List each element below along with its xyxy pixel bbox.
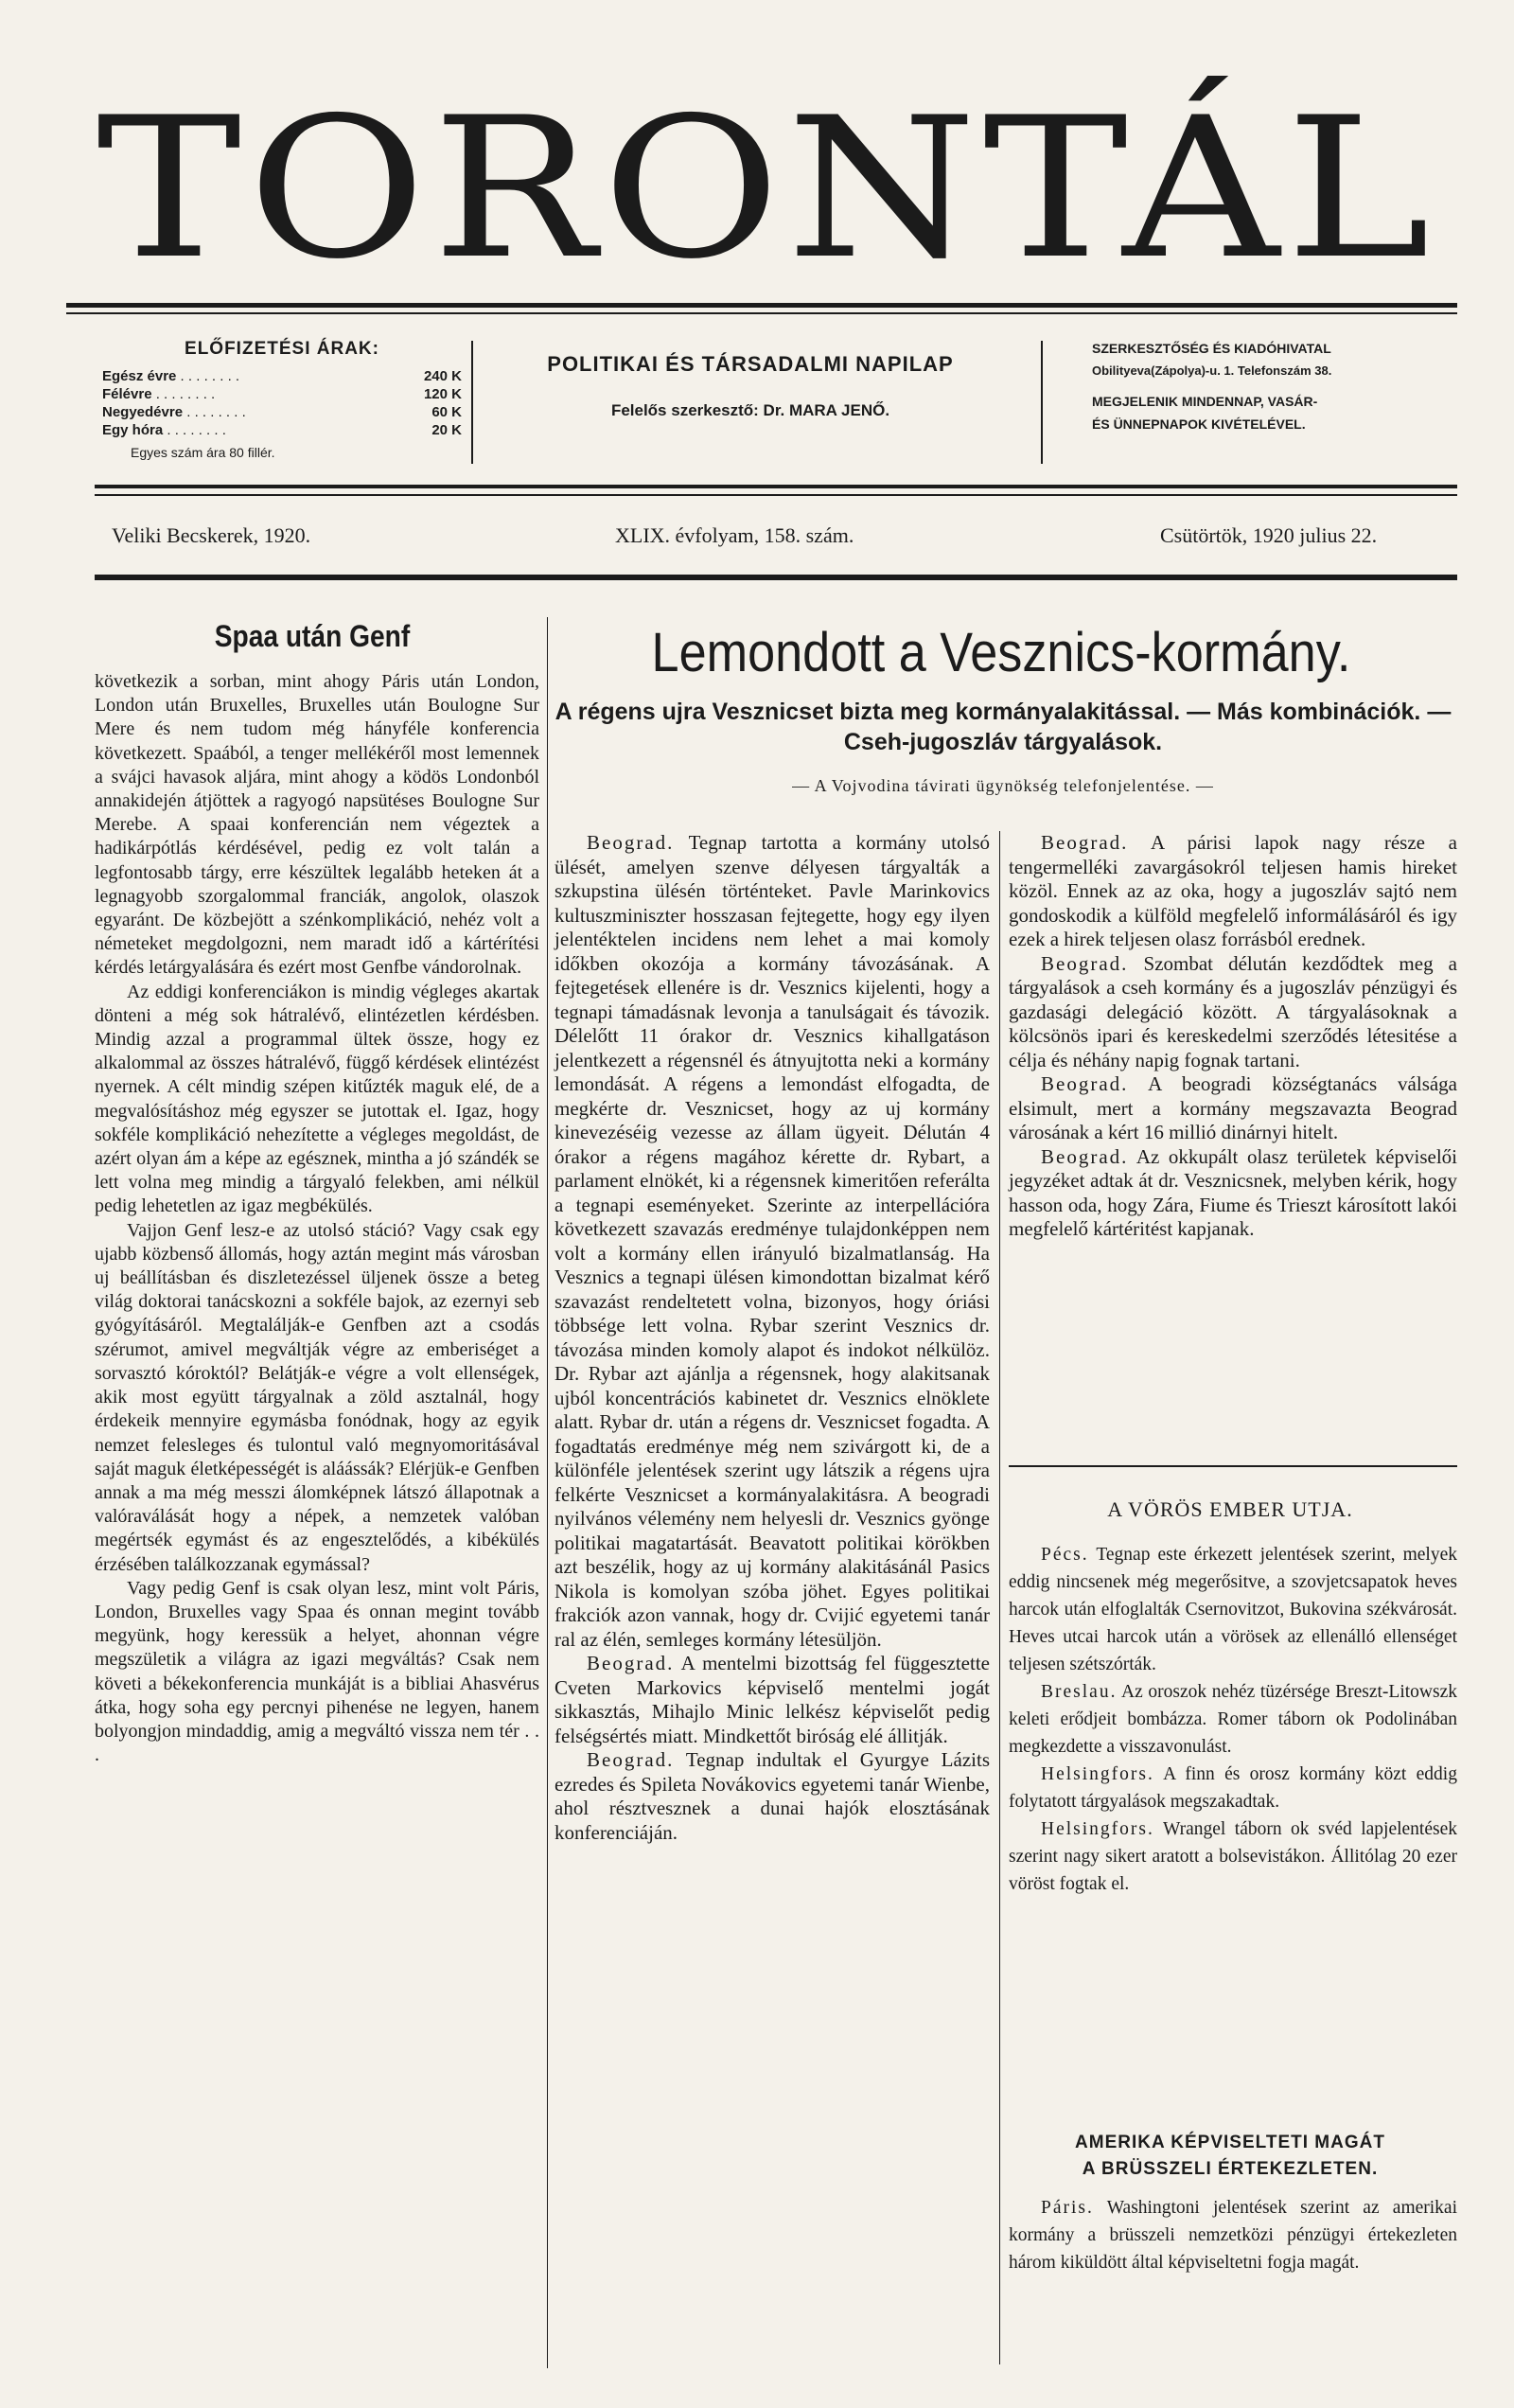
red-army-body bbox=[1009, 1541, 1457, 1898]
paragraph: Beograd. A párisi lapok nagy része a tengermelléki zavargásokról teljesen hamis hireket közöl. Ennek az az oka, hogy a jugoszláv sajtó nem gondoskodik a külföld megfelelő informálásáról és igy ezek a hirek teljesen olasz forrásból erednek. bbox=[1009, 831, 1458, 950]
left-article-title: Spaa után Genf bbox=[214, 619, 411, 653]
paragraph: Beograd. Tegnap indultak el Gyurgye Lázits ezredes és Spileta Novákovics egyetemi tanár Wienbe, ahol résztvesznek a dunai hajók elosztásának konferenciáján. bbox=[555, 1748, 990, 1844]
paragraph: Beograd. Az okkupált olasz területek képviselői jegyzéket adtak át dr. Vesznicsnek, melyben kérik, hogy hasson oda, hogy Zára, Fiume és Trieszt károsított lakói megfelelő kártéritést kapjanak. bbox=[1009, 1144, 1458, 1240]
main-article-col-2 bbox=[1009, 831, 1457, 1242]
paragraph: Vagy pedig Genf is csak olyan lesz, mint volt Páris, London, Bruxelles vagy Spaa és onnan megint tovább megyünk, hogy keressük a helyet, ahonnan végre megszületik a világra az igazi megváltás? Csak nem követi a békekonferencia munkáját is a bibliai Ahasvérus átka, hogy soha egy percnyi pihenése ne legyen, hanem bolyongjon mindaddig, amig a megváltó vissza nem tér . . . bbox=[95, 1577, 539, 1766]
editorial-info bbox=[1092, 337, 1452, 435]
paragraph: következik a sorban, mint ahogy Páris után London, London után Bruxelles, Bruxelles után Boulogne Sur Mere és nem tudom még hányféle konferencia következett. Spaából, a tenger mellékéről most lemennek a svájci havasok aljára, mint ahogy a ködös Londonból annakidején átjöttek a ragyogó napsütéses Boulogne Sur Merebe. A spaai konferencián nem végeztek a hadikárpótlás kérdésével, pedig ez volt talán a legfontosabb tárgy, erre készültek legalább heteken át a legnagyobb szorgalommal franciák, angolok, olaszok egyaránt. De közbejött a szénkomplikáció, nehéz volt a németeket megdolgozni, nem maradt idő a kártérítési kérdés letárgyalására és ezért most Genfbe vándorolnak. bbox=[95, 671, 539, 979]
paper-type: POLITIKAI ÉS TÁRSADALMI NAPILAP bbox=[547, 352, 954, 376]
main-article-title: Lemondott a Vesznics-kormány. bbox=[651, 622, 1351, 683]
paragraph: Beograd. A mentelmi bizottság fel függesztette Cveten Markovics képviselő mentelmi jogát sikkasztás, Mihajlo Minic lelkész képviselőt pedig felségsértés miatt. Mindkettőt biróság elé állitják. bbox=[555, 1652, 990, 1747]
price-row: Egész évre . . . 240 K bbox=[102, 367, 462, 385]
header-rule bbox=[95, 485, 1457, 488]
agency-line: — A Vojvodina távirati ügynökség telefonjelentése. — bbox=[792, 776, 1214, 795]
paragraph: Helsingfors. Wrangel táborn ok svéd lapjelentések szerint nagy sikert aratott a bolsevistákon. Állitólag 20 ezer vöröst fogtak el. bbox=[1009, 1819, 1457, 1894]
dateline-issue: XLIX. évfolyam, 158. szám. bbox=[615, 523, 854, 547]
header-divider bbox=[1041, 341, 1043, 464]
paragraph: Az eddigi konferenciákon is mindig végleges akartak dönteni a még sok hátralévő, elintézetlen kérdésben. Mindig azzal a programmal ültek össze, hogy ez alkalommal az összes hátralévő, függő kérdések elintézést nyernek. A célt mindig szépen kitűzték maguk elé, de a megvalósításhoz még egyszer se jutottak el. Igaz, hogy sokféle komplikáció nehezítette a végleges megoldást, de azért olyan ám a képe az egésznek, mintha a jó szándék se lett volna meg mindig a tárgyaló felekben, ami nélkül pedig lehetetlen az igaz megbékülés. bbox=[95, 981, 539, 1217]
column-divider bbox=[999, 831, 1000, 2364]
paragraph: Beograd. Tegnap tartotta a kormány utolsó ülését, amelyen szenve délyesen tárgyalták a szkupstina ülésén történteket. Pavle Marinkovics kultuszminiszter hosszasan fejtegette, hogy egy ilyen jelentéktelen incidens nem lehet a mai komoly időkben okozója a kormány távozásának. A fejtegetések ellenére is dr. Vesznics kijelenti, hogy a tegnapi támadásnak levonja a tanulságait és távozik. Délelőtt 11 órakor dr. Vesznics kihallgatáson jelentkezett a régensnél és átnyujtotta neki a kormány lemondását. A régens a lemondást elfogadta, de megkérte dr. Vesznicset, hogy az uj kormány kinevezéséig vezesse az állam ügyeit. Délután 4 órakor a régens magához kérette dr. Rybart, a parlament elnökét, ki a régensnek kimeritően referálta a tegnapi eseményeket. Szerinte az interpellációra következett szavazás eredménye tulajdonképpen nem volt a kormány ellen irányuló bizalmatlanság. Ha Vesznics a tegnapi ülésen kimondottan bizalmat kérő szavazást rendeltetett volna, bizonyos, hogy óriási többsége lett volna. Rybar szerint Vesznics dr. távozása minden komoly alapot és indokot nélkülöz. Dr. Rybar azt ajánlja a régensnek, hogy alakitsanak ujból koncentrációs kabinetet dr. Vesznics elnöklete alatt. Rybar dr. után a régens dr. Vesznicset fogadta. A fogadtatás eredménye még nem szivárgott ki, de a különféle jelentések szerint ugy látszik a régens ujra felkérte Vesznicset a kormányalakitásra. A beogradi nyilvános vélemény nem helyesli dr. Vesznics gyönge politikai magatartását. Beavatott politikai körökben azt beszélik, hogy az uj kormány alakitásánál Pasics Nikola is komolyan szóba jöhet. Egyes politikai frakciók azon vannak, hogy dr. Cvijić egyetemi tanár ral az élén, semleges kormány létesüljön. bbox=[555, 831, 990, 1651]
left-article-body bbox=[95, 670, 539, 1767]
paragraph: Helsingfors. A finn és orosz kormány közt eddig folytatott tárgyalások megszakadtak. bbox=[1009, 1764, 1457, 1812]
section-rule bbox=[1009, 1465, 1457, 1467]
paper-info bbox=[481, 352, 1020, 420]
america-title: AMERIKA KÉPVISELTETI MAGÁT A BRÜSSZELI ÉRTEKEZLETEN. bbox=[1075, 2133, 1385, 2179]
header-rule bbox=[95, 494, 1457, 496]
dateline-rule bbox=[95, 575, 1457, 580]
dateline-place: Veliki Becskerek, 1920. bbox=[112, 523, 311, 547]
red-army-title: A VÖRÖS EMBER UTJA. bbox=[1107, 1497, 1353, 1521]
dateline-date: Csütörtök, 1920 julius 22. bbox=[1160, 523, 1378, 547]
editorial-office: SZERKESZTŐSÉG ÉS KIADÓHIVATAL bbox=[1092, 341, 1331, 356]
paragraph: Vajjon Genf lesz-e az utolsó stáció? Vagy csak egy ujabb közbenső állomás, hogy aztán megint más városban uj beállításban és diszletezéssel üljenek össze a beteg világ doktorai tanácskozni a sokféle bajok, az ezernyi seb gyógyításáról. Megtalálják-e Genfben azt a csodás szérumot, amivel megváltják végre az emberiséget a sorvasztó kóroktól? Belátják-e végre a volt ellenségek, akik most együtt tárgyalnak a zöld asztalnál, hogy érdekeik mennyire egymásba fonódnak, hogy az egyik nemzet felesleges és tulontul való megnyomoritásával saját maguk életképességét is aláássák? Elérjük-e Genfben annak a ma még messzi álomképnek látszó állapotnak a valóraválását hogy a népek, a nemzetek valóban megértsék egymást és az engesztelődés, a kibékülés érzésében találkozzanak egymással? bbox=[95, 1219, 539, 1575]
paragraph: Beograd. A beogradi községtanács válsága elsimult, mert a kormány megszavazta Beograd városának a kért 16 millió dinárnyi hitelt. bbox=[1009, 1072, 1458, 1143]
column-divider bbox=[547, 617, 548, 2368]
masthead-rule-top bbox=[66, 303, 1457, 308]
main-article-col-1 bbox=[555, 831, 990, 1845]
main-article-subtitle: A régens ujra Vesznicset bizta meg kormányalakitással. — Más kombinációk. — Cseh-jugoszláv tárgyalások. bbox=[555, 699, 1452, 755]
masthead-rule-bottom bbox=[66, 312, 1457, 314]
editorial-address: Obilityeva(Zápolya)-u. 1. Telefonszám 38. bbox=[1092, 363, 1332, 378]
price-row: Félévre . . . 120 K bbox=[102, 385, 462, 403]
publication-line: ÉS ÜNNEPNAPOK KIVÉTELÉVEL. bbox=[1092, 416, 1306, 432]
paragraph: Páris. Washingtoni jelentések szerint az amerikai kormány a brüsszeli nemzetközi pénzügyi értekezleten három kiküldött által képviseltetni fogja magát. bbox=[1009, 2198, 1457, 2273]
publication-line: MEGJELENIK MINDENNAP, VASÁR- bbox=[1092, 394, 1318, 409]
price-row: Egy hóra . . . 20 K bbox=[102, 421, 462, 439]
subscription-prices bbox=[102, 339, 462, 460]
prices-note: Egyes szám ára 80 fillér. bbox=[131, 445, 275, 460]
paragraph: Beograd. Szombat délután kezdődtek meg a tárgyalások a cseh kormány és a jugoszláv pénzügyi és gazdasági delegáció között. A tárgyalásoknak a kölcsönös ipari és kereskedelmi szerződés létesitése a célja és néhány napig fognak tartani. bbox=[1009, 951, 1458, 1071]
prices-title: ELŐFIZETÉSI ÁRAK: bbox=[185, 339, 379, 359]
price-row: Negyedévre . . . 60 K bbox=[102, 403, 462, 421]
paragraph: Pécs. Tegnap este érkezett jelentések szerint, melyek eddig nincsenek még megerősitve, a szovjetcsapatok heves harcok után elfoglalták Csernovitzot, Bukovina székvárosát. Heves utcai harcok után a vörösek az ellenálló ellenséget teljesen szétszórták. bbox=[1009, 1545, 1457, 1674]
editor-line: Felelős szerkesztő: Dr. MARA JENŐ. bbox=[610, 401, 890, 419]
header-divider bbox=[471, 341, 473, 464]
america-body bbox=[1009, 2194, 1457, 2276]
paragraph: Breslau. Az oroszok nehéz tüzérsége Breszt-Litowszk keleti erődjeit bombázza. Romer táborn ok Podolinában megkezdette a visszavonulást. bbox=[1009, 1682, 1457, 1757]
masthead-title: TORONTÁL bbox=[96, 77, 1436, 302]
